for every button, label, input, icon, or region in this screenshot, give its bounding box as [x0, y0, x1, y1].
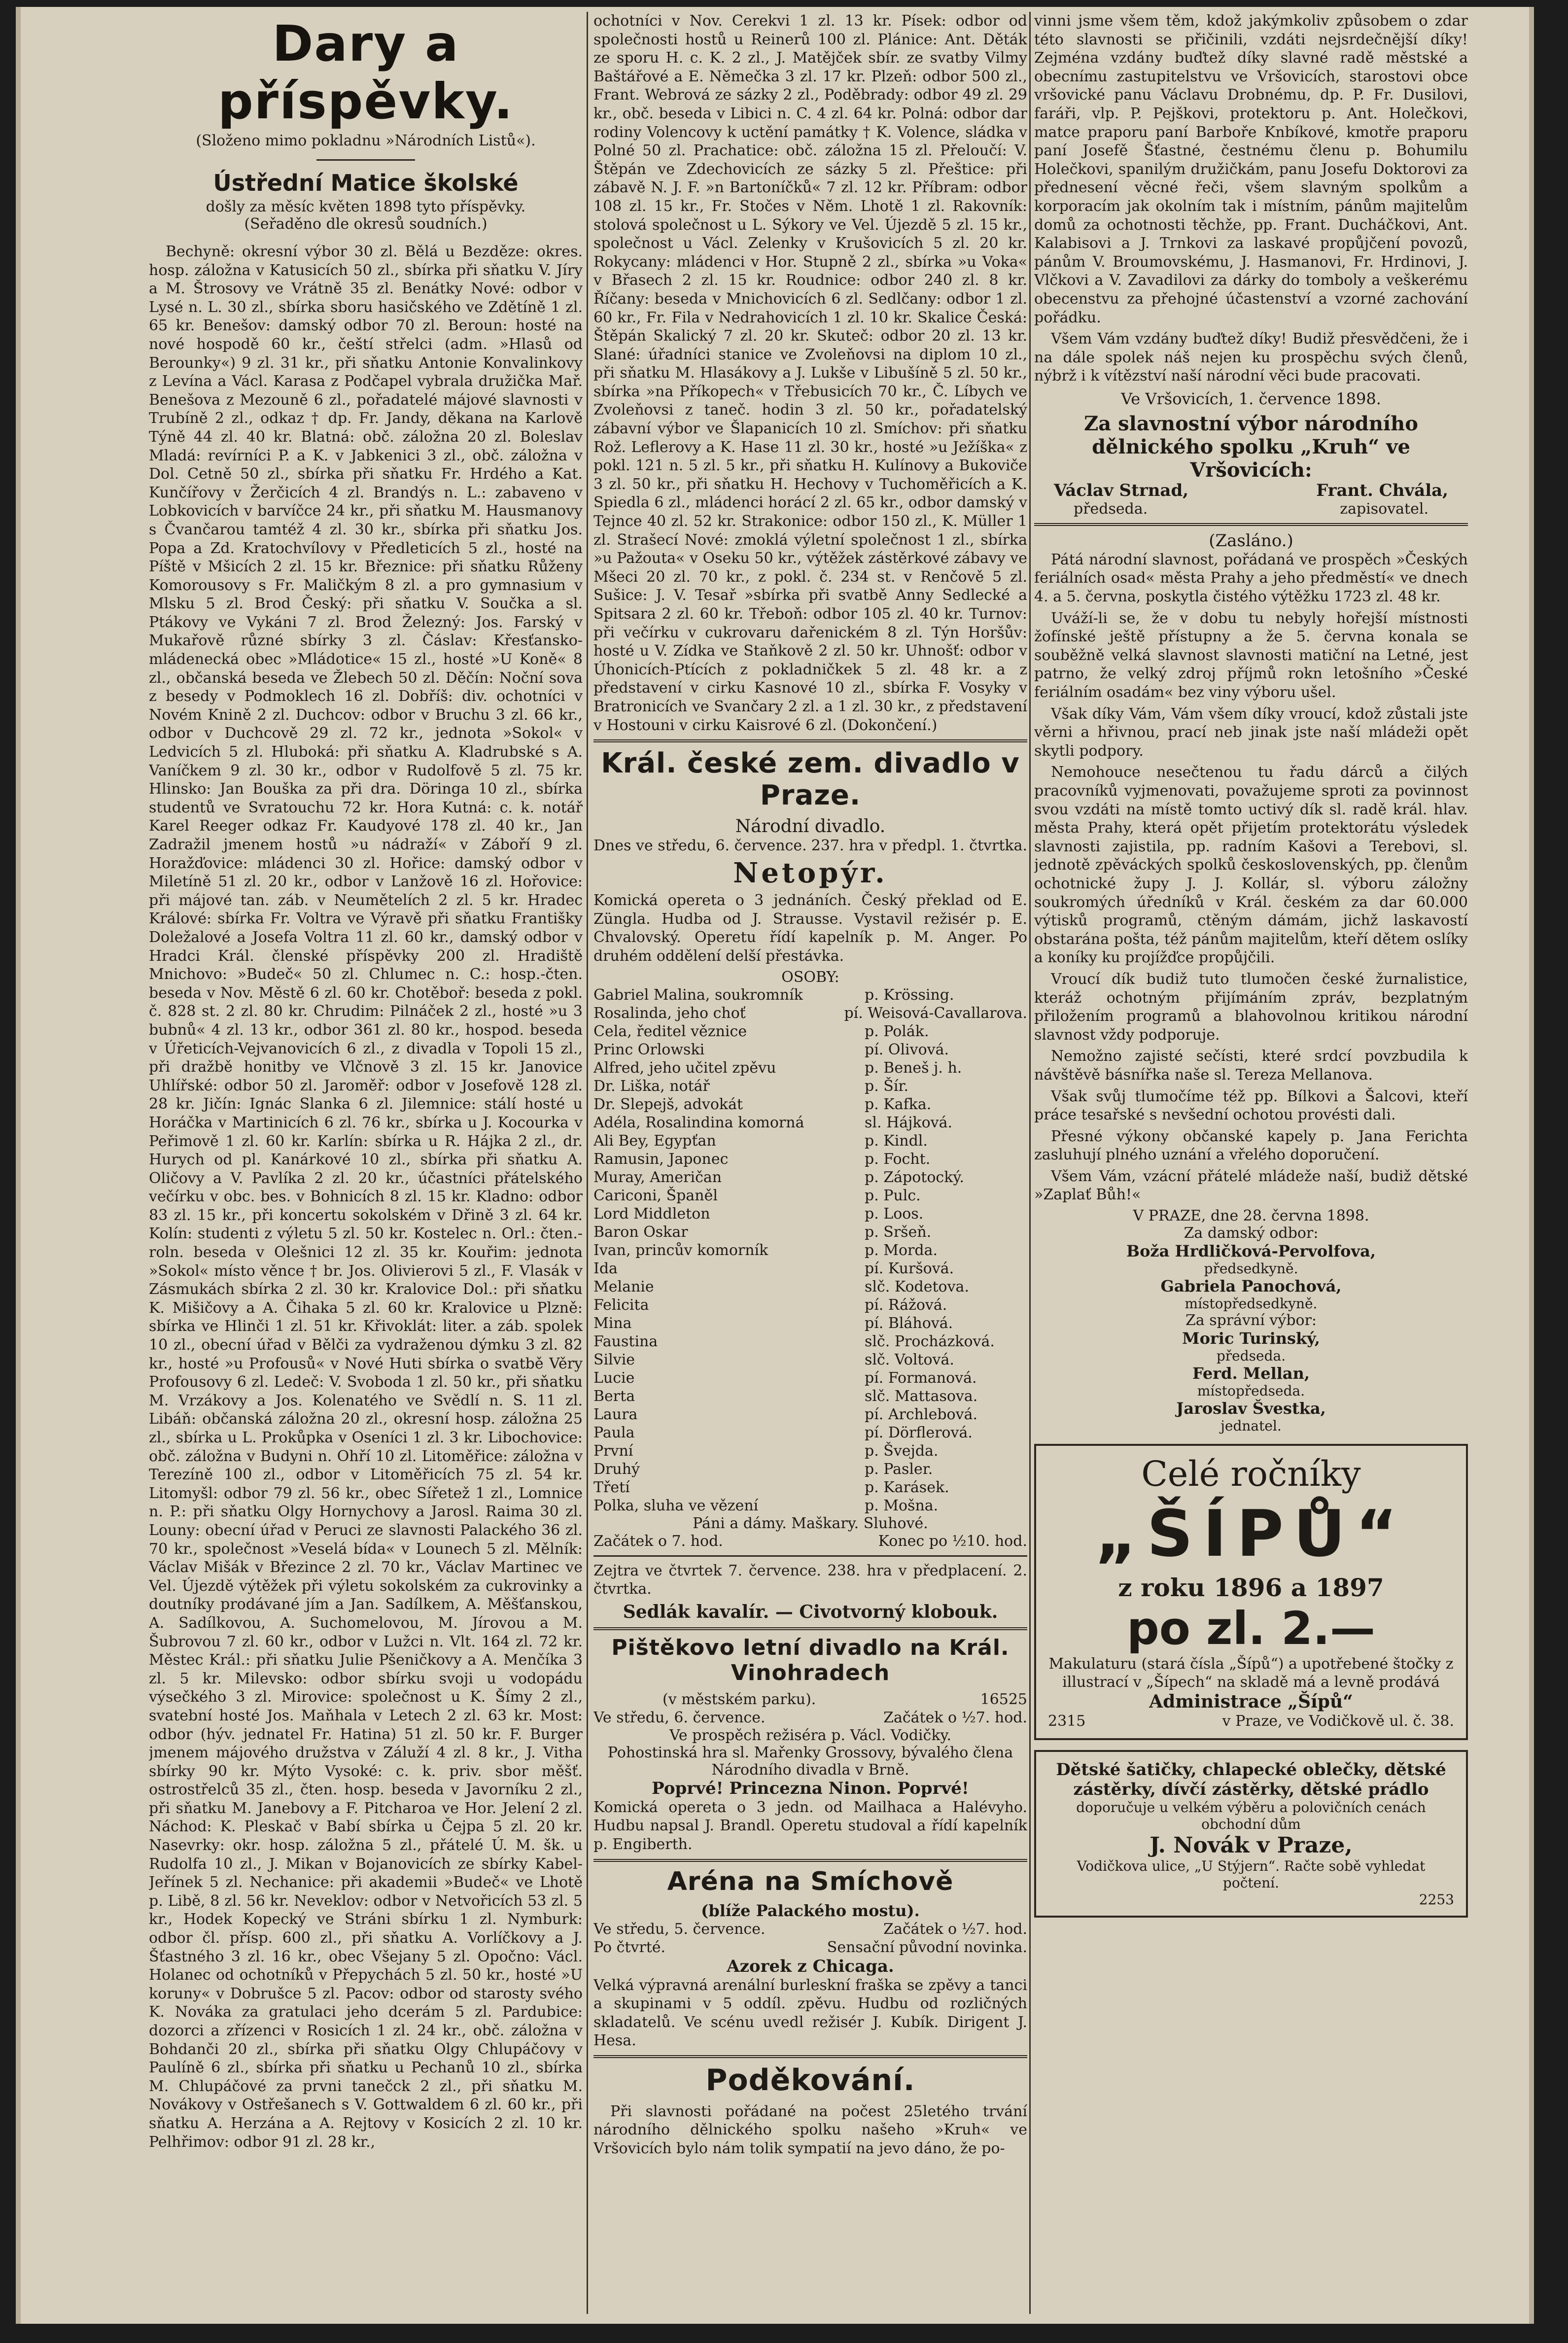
cast-role: Muray, Američan — [593, 1168, 722, 1186]
cast-actor: pí. Weisová-Cavallarova. — [844, 1004, 1027, 1022]
ad-footer — [1048, 1712, 1454, 1730]
cast-row — [593, 1022, 1027, 1041]
pistek-date-row — [593, 1709, 1027, 1727]
cast-actor: pí. Rážová. — [865, 1296, 947, 1314]
zaslano-paragraph: Všem Vám, vzácní přátelé mládeže naší, budiž dětské »Zaplať Bůh!« — [1034, 1167, 1468, 1204]
cast-role: První — [593, 1442, 633, 1460]
praha-date: V PRAZE, dne 28. června 1898. — [1133, 1207, 1369, 1225]
cast-role: Třetí — [593, 1478, 630, 1496]
cast-role: Alfred, jeho učitel zpěvu — [593, 1059, 776, 1077]
cast-role: Cariconi, Španěl — [593, 1187, 718, 1204]
divider — [593, 739, 1027, 742]
divider — [593, 1555, 1027, 1557]
divider — [316, 159, 415, 161]
signer-1-role: předseda. — [1074, 500, 1148, 518]
divider — [593, 2055, 1027, 2058]
signer-roles-row — [1034, 500, 1468, 518]
zaslano-paragraph: Nemohouce nesečtenou tu řadu dárců a čilých pracovníků vyjmenovati, považujeme sproti za povinnost svou vzdáti na místě tomto uctivý dík sl. radě král. hlav. města Prahy, která opět přijetím protektorátu výsledek slavnosti zajistila, pp. radním Kašovi a Terebovi, sl. jednotě zpěváckých spolků československých, pp. členům ochotnické župy J. J. Kollár, sl. výboru záložny soukromých úředníků v Král. českém za dar 60.000 výtisků programů, ctěným dámám, jichž laskavostí obstarána pošta, též pánům majitelům, kteří dětem oslíky a koníky ku projížďce propůjčili. — [1034, 764, 1468, 967]
zaslano-paragraph: Však svůj tlumočíme též pp. Bílkovi a Šalcovi, kteří práce tesařské s nevšední ochotou provésti dali. — [1034, 1087, 1468, 1124]
cast-actor: p. Morda. — [865, 1241, 938, 1259]
ad-num: 2315 — [1048, 1713, 1086, 1730]
cast-role: Druhý — [593, 1460, 640, 1478]
signer-2-role: zapisovatel. — [1340, 500, 1429, 518]
cast-actor: p. Kindl. — [865, 1132, 928, 1150]
show-name: Netopýr. — [733, 857, 888, 890]
cast-role: Felicita — [593, 1296, 649, 1314]
zaslano-paragraph: Vroucí dík budiž tuto tlumočen české žurnalistice, kteráž ochotným přijímáním zpráv, bezplatným přiložením programů a blahovolnou kritikou národní slavnost vždy podporuje. — [1034, 970, 1468, 1044]
cast-row — [593, 1205, 1027, 1223]
cast-row — [593, 1497, 1027, 1515]
cast-role: Lucie — [593, 1369, 635, 1387]
cast-role: Rosalinda, jeho choť — [593, 1004, 746, 1022]
zaslano-paragraph: Přesné výkony občanské kapely p. Jana Ferichta zasluhují plného uznání a vřelého doporučení. — [1034, 1127, 1468, 1164]
signer-role: místopředseda. — [1197, 1383, 1305, 1399]
ad2-text: doporučuje u velkém výběru a polovičních cenách obchodní dům — [1076, 1799, 1426, 1833]
pistek-sub: (v městském parku). — [662, 1690, 816, 1708]
cast-role: Berta — [593, 1387, 635, 1405]
cast-role: Ali Bey, Egypťan — [593, 1132, 716, 1150]
show-description: Komická opereta o 3 jednáních. Český překlad od E. Züngla. Hudba od J. Strausse. Vystavil režisér p. E. Chvalovský. Operetu řídí kapelník p. M. Anger. Po druhém oddělení delší přestávka. — [593, 892, 1027, 965]
cast-actor: slč. Mattasova. — [865, 1387, 978, 1405]
signatures-row — [1034, 482, 1468, 500]
cast-row — [593, 1168, 1027, 1187]
ad-price: po zl. 2.— — [1126, 1602, 1376, 1655]
cast-row — [593, 1259, 1027, 1278]
cast-row — [593, 1296, 1027, 1314]
cast-actor: p. Karásek. — [865, 1478, 949, 1496]
damsky-odbor: Za damský odbor: — [1184, 1224, 1319, 1242]
zaslano-heading: (Zasláno.) — [1209, 530, 1293, 551]
cast-role: Polka, sluha ve vězení — [593, 1497, 759, 1514]
cast-role: Adéla, Rosalindina komorná — [593, 1114, 804, 1131]
cast-actor: slč. Kodetova. — [865, 1278, 969, 1295]
zaslano-paragraph: Uváží-li se, že v dobu tu nebyly hořejší místnosti žofínské ještě přístupny a že 5. června konala se souběžně velká slavnost slavnosti matiční na Letné, jest patrno, že velký zdroj příjmů rokn letošního »České feriálním osadám« bez viny výboru ušel. — [1034, 609, 1468, 701]
cast-actor: slč. Voltová. — [865, 1351, 954, 1368]
novak-advertisement — [1034, 1750, 1468, 1918]
signer: Boža Hrdličková-Pervolfova, — [1126, 1242, 1376, 1261]
cast-role: Ida — [593, 1259, 618, 1277]
cast-actor: p. Loos. — [865, 1205, 924, 1223]
cast-role: Ramusin, Japonec — [593, 1150, 729, 1168]
cast-actor: p. Pulc. — [865, 1187, 921, 1204]
cast-row — [593, 1442, 1027, 1460]
arena-note-row — [593, 1938, 1027, 1957]
cast-actor: pí. Archlebová. — [865, 1405, 977, 1423]
signer: Moric Turinský, — [1182, 1329, 1320, 1348]
arena-date: Ve středu, 5. července. — [593, 1920, 766, 1938]
show-times — [593, 1532, 1027, 1550]
ad2-num: 2253 — [1419, 1891, 1454, 1908]
cast-actor: p. Kafka. — [865, 1095, 932, 1113]
ad-address: v Praze, ve Vodičkově ul. č. 38. — [1222, 1713, 1454, 1730]
cast-actor: p. Zápotocký. — [865, 1168, 964, 1186]
signer: Jaroslav Švestka, — [1176, 1399, 1326, 1418]
section-title: Dary a příspěvky. — [218, 15, 514, 130]
cast-actor: pí. Kuršová. — [865, 1259, 954, 1277]
next-show-name: Sedlák kavalír. — Civotvorný klobouk. — [623, 1601, 998, 1622]
arena-note: Sensační původní novinka. — [827, 1938, 1027, 1956]
show-end: Konec po ½10. hod. — [878, 1532, 1027, 1550]
signer-2: Frant. Chvála, — [1316, 480, 1448, 500]
cast-footer: Páni a dámy. Maškary. Sluhové. — [693, 1514, 928, 1532]
cast-row — [593, 1004, 1027, 1022]
cast-row — [593, 1460, 1027, 1478]
cast-row — [593, 1369, 1027, 1387]
cast-row — [593, 1478, 1027, 1497]
zaslano-paragraph: Však díky Vám, Vám všem díky vroucí, kdož zůstali jste věrni a hřivnou, prací neb jinak jste naší mládeži opět skytli podpory. — [1034, 705, 1468, 760]
cast-row — [593, 1314, 1027, 1332]
pistek-guest: Pohostinská hra sl. Mařenky Grossovy, bývalého člena Národního divadla v Brně. — [607, 1744, 1013, 1779]
donations-text: Bechyně: okresní výbor 30 zl. Bělá u Bezděze: okres. hosp. záložna v Katusicích 50 zl., sbírka při sňatku V. Jíry a M. Štrosovy ve Vrátně 35 zl. Benátky Nové: odbor v Lysé n. L. 30 zl., sbírka sboru hasičského ve Zdětíně 1 zl. 65 kr. Benešov: damský odbor 70 zl. Beroun: hosté na nové hospodě 60 kr., čeští střelci (adm. »Hlasů od Berounky«) 9 zl. 31 kr., při sňatku Antonie Konvalinkovy z Levína a Václ. Karasa z Podčapel vybrala družička Mař. Benešova z Mezouně 6 zl., pořadatelé májové slavnosti v Trubíně 2 zl., odkaz † dp. Fr. Jandy, děkana na Karlově Týně 44 zl. 40 kr. Blatná: obč. záložna 20 zl. Boleslav Mladá: revírníci P. a K. v Jabkenici 3 zl., obč. záložna v Dol. Cetně 50 zl., sbírka při sňatku Fr. Hrdého a Kat. Kunčířovy v Žerčicích 4 zl. Brandýs n. L.: zabaveno v Lobkovicích v barvíčce 24 kr., při sňatku M. Hausmanovy s Čvančarou tamtéž 4 zl. 30 kr., sbírka při sňatku Jos. Popa a Zd. Kratochvílovy v Předleticích 5 zl., hosté na Píště v Mšicích 2 zl. 15 kr. Březnice: při sňatku Růženy Komorousovy s Fr. Maličkým 8 zl. a pro gymnasium v Mlsku 5 zl. Brod Český: při sňatku V. Součka a sl. Ptákovy ve Vykáni 7 zl. Brod Železný: Jos. Farský v Mukařově různé sbírky 3 zl. Čáslav: Křesťansko-mládenecká obec »Mládotice« 15 zl., hosté »U Koně« 8 zl., občanská beseda ve Žlebech 50 zl. Děčín: Noční sova z besedy v Podmoklech 16 zl. Dobříš: div. ochotníci v Novém Knině 2 zl. Duchcov: odbor v Bruchu 3 zl. 66 kr., odbor v Duchcově 29 zl. 72 kr., jednota »Sokol« v Ledvicích 5 zl. Hluboká: při sňatku A. Kladrubské s A. Vaníčkem 9 zl. 30 kr., odbor v Rudolfově 5 zl. 75 kr. Hlinsko: Jan Bouška za při dra. Döringa 10 zl., sbírka studentů ve Svratouchu 72 kr. Hora Kutná: c. k. notář Karel Reeger odkaz Fr. Kaudyové 178 zl. 40 kr., Jan Zadražil jmenem hostů »u nádraží« v Záboří 9 zl. Horažďovice: mládenci 30 zl. Hořice: damský odbor v Miletíně 51 zl. 20 kr., odbor v Lanžově 16 zl. Hořovice: při májové tan. záb. v Neumětelích 2 zl. 5 kr. Hradec Králové: sbírka Fr. Voltra ve Výravě při sňatku Františky Doležalové a Josefa Voltra 11 zl. 60 kr., damský odbor v Hradci Král. členské příspěvky 200 zl. Hradiště Mnichovo: »Budeč« 50 zl. Chlumec n. C.: hosp.-čten. beseda v Nov. Městě 6 zl. 60 kr. Chotěboř: beseda z pokl. č. 828 st. 2 zl. 80 kr. Chrudim: Pilnáček 2 zl., hosté »u 3 bubnů« 4 zl. 13 kr., odbor 361 zl. 80 kr., hospod. beseda v Úřeticích-Vejvanovicích 6 zl., z divadla v Topoli 15 zl., při dražbě honitby ve Vlčnově 3 zl. 15 kr. Janovice Uhlířské: odbor 50 zl. Jaroměř: odbor v Josefově 128 zl. 28 kr. Jičín: Ignác Slanka 6 zl. Jilemnice: stálí hosté u Horáčka v Martinicích 6 zl. 76 kr., sbírka u J. Kocourka v Peřimově 1 zl. 60 kr. Karlín: sbírka u R. Hájka 2 zl., dr. Hurych od pl. Kanárkové 10 zl., sbírka při sňatku A. Oličovy a V. Pavlíka 2 zl. 20 kr., účastníci přátelského večírku v obc. bes. v Bohnicích 8 zl. 15 kr. Kladno: odbor 83 zl. 15 kr., při koncertu sokolském v Dřině 3 zl. 64 kr. Kolín: studenti z výletu 5 zl. 50 kr. Kostelec n. Orl.: čten.-roln. beseda v Olešnici 12 zl. 35 kr. Kouřim: jednota »Sokol« místo věnce † br. Jos. Olivierovi 5 zl., F. Vlasák v Zásmukách sbírka 2 zl. 30 kr. Kralovice Dol.: při sňatku K. Mišičovy a A. Čihaka 5 zl. 60 kr. Kralovice u Plzně: sbírka ve Hlinči 1 zl. 51 kr. Křivoklát: liter. a záb. spolek 10 zl., obecní úřad v Bělči za vydraženou dýmku 3 zl. 82 kr., hosté »u Profousů« v Nové Huti sbírka o svatbě Věry Profousovy 6 zl. Ledeč: V. Svoboda 1 zl. 50 kr., při sňatku M. Vrzákovy a Jos. Kolenatého ve Svědlí n. S. 11 zl. Libáň: občanská záložna 20 zl., okresní hosp. záložna 25 zl., sbírka u L. Prokůpka v Oseníci 1 zl. 3 kr. Libochovice: obč. záložna v Budyni n. Ohří 10 zl. Litoměřice: záložna v Terezíně 100 zl., odbor v Litoměřicích 75 zl. 54 kr. Litomyšl: odbor 79 zl. 56 kr., obec Sířetež 1 zl., Lomnice n. P.: při sňatku Olgy Hornychovy a Jarosl. Raima 30 zl. Louny: obecní úřad v Peruci ze slavnosti Palackého 36 zl. 70 kr., společnost »Veselá bída« v Lounech 5 zl. Mělník: Václav Mišák v Březince 2 zl. 70 kr., Václav Martinec ve Vel. Újezdě výtěžek při výletu sokolském za cukrovinky a doutníky prodávané jím a Jan. Sadílkem, A. Měšťanskou, A. Sadílkovou, A. Suchomelovou, M. Jírovou a M. Šubrovou 7 zl. 60 kr., odbor v Lužci n. Vlt. 164 zl. 72 kr. Městec Král.: při sňatku Julie Pšeničkovy a A. Menčíka 3 zl. 5 kr. Milevsko: odbor sbírku svoji u vodopádu výsečkého 3 zl. Mirovice: společnost u K. Šímy 2 zl., svatební hosté Jos. Maňhala v Letech 2 zl. 63 kr. Most: odbor (hýv. jednatel Fr. Hatina) 51 zl. 50 kr. F. Burger jmenem májového družstva v Záluží 4 zl. 8 kr., J. Vitha sbírky 90 kr. Mýto Vysoké: c. k. priv. sbor měšť. ostrostřelců 35 zl., čten. hosp. beseda v Javorníku 2 zl., při sňatku M. Janebovy a F. Pitcharoa ve Hor. Jelení 2 zl. Náchod: K. Pleskač v Babí sbírka u Čejpa 5 zl. 20 kr. Nasevrky: okr. hosp. záložna 5 zl., přátelé Ú. M. šk. u Rudolfa 10 zl., J. Mikan v Bojanovicích ze sbírky Kabel-Jeřínek 5 zl. Nechanice: při akademii »Budeč« ve Lhotě p. Libě, 8 zl. 56 kr. Neveklov: odbor v Netvořicích 53 zl. 5 kr., Hodek Kopecký ve Stráni sbírku 1 zl. Nymburk: odbor čl. přísp. 600 zl., při sňatku A. Vorlíčkovy a J. Šťastného 3 zl. 16 kr., obec Všejany 5 zl. Opočno: Václ. Holanec od ochotníků v Přepychách 5 zl. 50 kr., hosté »U koruny« v Dobrušce 5 zl. Pacov: odbor od starosty svého K. Nováka za gratulaci jeho dcerám 5 zl. Pardubice: dozorci a zřízenci v Rosicích 1 zl. 24 kr., obč. záložna v Bohdanči 20 zl., sbírka při sňatku Olgy Chlupáčovy v Paulíně 6 zl., sbírka při sňatku u Pechanů 10 zl., sbírka M. Chlupáčové za prvni tanečck 2 zl., při sňatku M. Novákovy v Ostřešanech s V. Gottwaldem 6 zl. 60 kr., při sňatku A. Herzána a A. Rejtovy v Kosicích 2 zl. 10 kr. Pelhřimov: odbor 91 zl. 28 kr., — [149, 243, 583, 2151]
thanks-title: Poděkování. — [705, 2063, 915, 2098]
page-edge-right — [1529, 7, 1534, 2324]
cast-row — [593, 1424, 1027, 1442]
pistek-benefit: Ve prospěch režiséra p. Václ. Vodičky. — [669, 1726, 952, 1744]
cast-actor: p. Švejda. — [865, 1442, 939, 1460]
signer: Ferd. Mellan, — [1192, 1364, 1310, 1383]
signer: Gabriela Panochová, — [1160, 1277, 1342, 1296]
cast-row — [593, 1150, 1027, 1168]
cast-row — [593, 1223, 1027, 1241]
arena-description: Velká výpravná arenální burleskní fraška se zpěvy a tanci a skupinami v 5 oddíl. zpěvu. Hudbu od rozličných skladatelů. Ve scénu uvedl režisér J. Kubík. Dirigent J. Hesa. — [593, 1976, 1027, 2050]
pistek-start: Začátek o ½7. hod. — [883, 1709, 1027, 1726]
cast-role: Mina — [593, 1314, 632, 1332]
pistek-date: Ve středu, 6. července. — [593, 1709, 766, 1726]
thanks-continued: vinni jsme všem těm, kdož jakýmkoliv způsobem o zdar této slavnosti se přičinili, vzdáti nejsrdečnější díky! Zejména vzdány buďtež díky slavné radě městské a obecnímu zastupitelstvu ve Vršovicích, starostovi obce vršovické panu Václavu Drobnému, dp. P. Fr. Dusilovi, faráři, vlp. P. Pejškovi, protektoru p. Ant. Holečkovi, matce praporu paní Barboře Knbíkové, kmotře praporu paní Josefě Šťastné, čestnému členu p. Bohumilu Holečkovi, spanilým družičkám, panu Josefu Doktorovi za přednesení věcné řeči, všem slavným spolkům a korporacím jak okolním tak i místním, pánům majitelům domů za ochotnosti těchže, pp. Frant. Ducháčkovi, Ant. Kalabisovi a J. Trnkovi za laskavé propůjčení povozů, pánům V. Broumovskému, J. Hasmanovi, Fr. Hrdinovi, J. Vlčkovi a V. Zavadilovi za dárky do tomboly a veškerému obecenstvu za přehojné účastenství a vzorné zachování pořádku. — [1034, 12, 1468, 326]
matice-note: (Seřaděno dle okresů soudních.) — [244, 215, 488, 233]
cast-role: Princ Orlowski — [593, 1041, 705, 1058]
cast-row — [593, 1132, 1027, 1150]
thanks-closing: Všem Vám vzdány buďtež díky! Budiž přesvědčeni, že i na dále spolek náš nejen ku prospěchu svých členů, nýbrž i k vítězství naší národní věci bude pracovati. — [1034, 330, 1468, 385]
pistek-sub-row — [593, 1690, 1027, 1709]
page-edge-left — [16, 7, 21, 2324]
cast-actor: p. Focht. — [865, 1150, 931, 1168]
column-1 — [149, 12, 583, 2314]
cast-row — [593, 1332, 1027, 1351]
show-date: Dnes ve středu, 6. července. — [593, 837, 807, 855]
matice-heading: Ústřední Matice školské — [213, 170, 519, 196]
signer-role: předseda. — [1216, 1348, 1286, 1364]
cast-actor: pí. Formanová. — [865, 1369, 977, 1387]
zaslano-paragraph: Nemožno zajisté sečísti, které srdcí povzbudila k návštěvě básnířka naše sl. Tereza Mellanova. — [1034, 1048, 1468, 1084]
column-rule — [587, 12, 588, 2314]
divider — [593, 1859, 1027, 1862]
cast-row — [593, 1059, 1027, 1077]
ad-line1: Celé ročníky — [1141, 1454, 1361, 1495]
column-rule — [1029, 12, 1031, 2314]
cast-role: Dr. Slepejš, advokát — [593, 1095, 743, 1113]
ad2-items: Dětské šatičky, chlapecké oblečky, dětské zástěrky, dívčí zástěrky, dětské prádlo — [1056, 1760, 1446, 1800]
cast-role: Silvie — [593, 1351, 635, 1368]
cast-role: Faustina — [593, 1332, 658, 1350]
pistek-description: Komická opereta o 3 jedn. od Mailhaca a Halévyho. Hudbu napsal J. Brandl. Operetu studoval a řídí kapelník p. Engiberth. — [593, 1798, 1027, 1853]
ad-years: z roku 1896 a 1897 — [1118, 1573, 1384, 1603]
cast-actor: p. Šír. — [865, 1077, 909, 1095]
cast-actor: p. Polák. — [865, 1022, 929, 1040]
cast-row — [593, 1114, 1027, 1132]
cast-role: Melanie — [593, 1278, 654, 1295]
newspaper-page — [16, 7, 1534, 2324]
cast-row — [593, 1405, 1027, 1424]
committee-heading: Za slavnostní výbor národního dělnického spolku „Kruh“ ve Vršovicích: — [1084, 412, 1418, 482]
signer-role: místopředsedkyně. — [1185, 1295, 1318, 1312]
arena-start: Začátek o ½7. hod. — [883, 1920, 1027, 1938]
arena-fourth: Po čtvrté. — [593, 1938, 666, 1956]
signer-role: jednatel. — [1220, 1418, 1282, 1434]
cast-row — [593, 986, 1027, 1004]
cast-role: Laura — [593, 1405, 638, 1423]
theatre-subtitle: Národní divadlo. — [735, 816, 886, 837]
cast-row — [593, 1351, 1027, 1369]
signer-1: Václav Strnad, — [1054, 480, 1189, 500]
cast-actor: pí. Bláhová. — [865, 1314, 953, 1332]
arena-title: Aréna na Smíchově — [667, 1866, 954, 1896]
spravni-vybor: Za správní výbor: — [1185, 1312, 1317, 1329]
signer-role: předsedkyně. — [1204, 1260, 1298, 1277]
cast-row — [593, 1095, 1027, 1114]
cast-role: Ivan, princův komorník — [593, 1241, 768, 1259]
ad-admin: Administrace „Šípů“ — [1149, 1691, 1353, 1713]
show-meta: 237. hra v předpl. 1. čtvrtka. — [811, 837, 1027, 855]
show-start: Začátek o 7. hod. — [593, 1532, 723, 1550]
pistek-title: Pištěkovo letní divadlo na Král. Vinohradech — [611, 1635, 1010, 1685]
column-2 — [593, 12, 1027, 2314]
cast-row — [593, 1187, 1027, 1205]
cast-role: Baron Oskar — [593, 1223, 688, 1241]
cast-row — [593, 1387, 1027, 1405]
cast-actor: pí. Olivová. — [865, 1041, 949, 1058]
cast-title: OSOBY: — [781, 968, 839, 986]
cast-row — [593, 1041, 1027, 1059]
arena-show: Azorek z Chicaga. — [727, 1956, 894, 1976]
ad2-address: Vodičkova ulice, „U Stýjern“. Račte sobě vyhledat počtení. — [1077, 1858, 1426, 1891]
cast-row — [593, 1278, 1027, 1296]
theatre-title: Král. české zem. divadlo v Praze. — [601, 747, 1020, 812]
cast-actor: p. Sršeň. — [865, 1223, 932, 1241]
pistek-show: Poprvé! Princezna Ninon. Poprvé! — [652, 1778, 969, 1798]
ad-title: „ŠÍPŮ“ — [1095, 1496, 1407, 1572]
cast-list — [593, 986, 1027, 1515]
cast-actor: slč. Procházková. — [865, 1332, 995, 1350]
divider — [593, 1627, 1027, 1630]
cast-row — [593, 1077, 1027, 1095]
divider — [1034, 523, 1468, 526]
arena-date-row — [593, 1920, 1027, 1938]
cast-role: Paula — [593, 1424, 635, 1441]
sipy-advertisement — [1034, 1444, 1468, 1740]
cast-role: Cela, ředitel věznice — [593, 1022, 747, 1040]
ad2-name: J. Novák v Praze, — [1150, 1833, 1353, 1858]
cast-actor: sl. Hájková. — [865, 1114, 953, 1131]
section-subtitle: (Složeno mimo pokladnu »Národních Listů«). — [196, 132, 536, 149]
zaslano-paragraph: Pátá národní slavnost, pořádaná ve prospěch »Českých feriálních osad« města Prahy a jeho předměstí« ve dnech 4. a 5. června, poskytla čistého výtěžku 1723 zl. 48 kr. — [1034, 551, 1468, 606]
place-date: Ve Vršovicích, 1. července 1898. — [1121, 389, 1381, 408]
next-show: Zejtra ve čtvrtek 7. července. 238. hra v předplacení. 2. čtvrtka. — [593, 1562, 1027, 1598]
cast-actor: pí. Dörflerová. — [865, 1424, 973, 1441]
cast-role: Dr. Liška, notář — [593, 1077, 710, 1095]
arena-subtitle: (blíže Palackého mostu). — [701, 1901, 920, 1920]
ad-text: Makulaturu (stará čísla „Šípů“) a upotřebené štočky z illustrací v „Šípech“ na skladě má a levně prodává — [1048, 1655, 1454, 1691]
cast-row — [593, 1241, 1027, 1259]
matice-subheading: došly za měsíc květen 1898 tyto příspěvky. — [206, 198, 526, 215]
thanks-text: Při slavnosti pořádané na počest 25letého trvání národního dělnického spolku našeho »Kruh« ve Vršovicích bylo nám tolik sympatií na jevo dáno, že po- — [593, 2102, 1027, 2158]
cast-actor: p. Mošna. — [865, 1497, 939, 1514]
cast-role: Gabriel Malina, soukromník — [593, 986, 803, 1004]
cast-role: Lord Middleton — [593, 1205, 710, 1223]
column-3 — [1034, 12, 1468, 2314]
cast-actor: p. Beneš j. h. — [865, 1059, 962, 1077]
cast-actor: p. Krössing. — [865, 986, 954, 1004]
donations-continued: ochotníci v Nov. Cerekvi 1 zl. 13 kr. Písek: odbor od společnosti hostů u Reinerů 100 zl. Plánice: Ant. Děták ze sporu H. c. K. 2 zl., J. Matějček sbír. ze svatby Vilmy Baštářové a E. Němečka 3 zl. 17 kr. Plzeň: odbor 500 zl., Frant. Webrová ze sázky 2 zl., Poděbrady: odbor 49 zl. 29 kr., obč. beseda v Libici n. C. 4 zl. 64 kr. Polná: odbor dar rodiny Volencovy k uctění památky † K. Volence, sládka v Polné 50 zl. Prachatice: obč. záložna 15 zl. Přeloučí: V. Štěpán ve Zdechovicích ze sázky 5 zl. Přeštice: při zábavě N. J. F. »n Bartoníčků« 7 zl. 12 kr. Příbram: odbor 108 zl. 15 kr., Fr. Stočes v Něm. Lhotě 1 zl. Rakovník: stolová společnost u L. Sýkory ve Vel. Újezdě 5 zl. 15 kr., společnost u Václ. Zelenky v Krušovicích 5 zl. 20 kr. Rokycany: mládenci v Hor. Stupně 2 zl., sbírka »u Voka« v Břasech 2 zl. 15 kr. Roudnice: odbor 240 zl. 8 kr. Říčany: beseda v Mnichovicích 6 zl. Sedlčany: odbor 1 zl. 60 kr., Fr. Fila v Nedrahovicích 1 zl. 10 kr. Skalice Česká: Štěpán Skalický 7 zl. 20 kr. Skuteč: odbor 20 zl. 13 kr. Slané: úřadníci stanice ve Zvoleňovsi na diplom 10 zl., při sňatku M. Hlasákovy a J. Lukše v Libušíně 5 zl. 50 kr., sbírka »na Příkopech« v Třebusicích 70 kr., Č. Líbych ve Zvoleňovsi z taneč. hodin 3 zl. 50 kr., pořadatelský zábavní výbor ve Šlapanicích 10 zl. Smíchov: při sňatku Rož. Leflerovy a K. Hase 11 zl. 30 kr., hosté »u Ježíška« z pokl. 121 n. 5 zl. 5 kr., při sňatku H. Kulínovy a Bukoviče 3 zl. 50 kr., při sňatku H. Hechovy v Tuchoměřicích a K. Spiedla 6 zl., mládenci horácí 2 zl. 65 kr., odbor damský v Tejnce 40 zl. 52 kr. Strakonice: odbor 150 zl., K. Müller 1 zl. Strašecí Nové: zmoklá výletní společnost 1 zl., sbírka »u Pažouta« v Oseku 50 kr., výtěžek zástěrkové zábavy ve Mšeci 20 zl. 70 kr., z pokl. č. 234 st. v Renčově 5 zl. Sušice: J. V. Tesař »sbírka při svatbě Anny Sedlecké a Spitsara 2 zl. 60 kr. Třeboň: odbor 105 zl. 40 kr. Turnov: při večírku v cukrovaru dařenickém 8 zl. Týn Horšův: hosté u V. Zídka ve Staňkově 2 zl. 50 kr. Uhnošť: odbor v Úhonicích-Ptících z pokladničkek 5 zl. 48 kr. a z představení v cirku Kasnové 10 zl., sbírka F. Vosyky v Bratronicích ve Svančary 2 zl. a 1 zl. 30 kr., z představení v Hostouni v cirku Kaisrové 6 zl. (Dokončení.) — [593, 12, 1027, 734]
pistek-num: 16525 — [980, 1690, 1027, 1708]
cast-actor: p. Pasler. — [865, 1460, 933, 1478]
show-date-row — [593, 837, 1027, 855]
